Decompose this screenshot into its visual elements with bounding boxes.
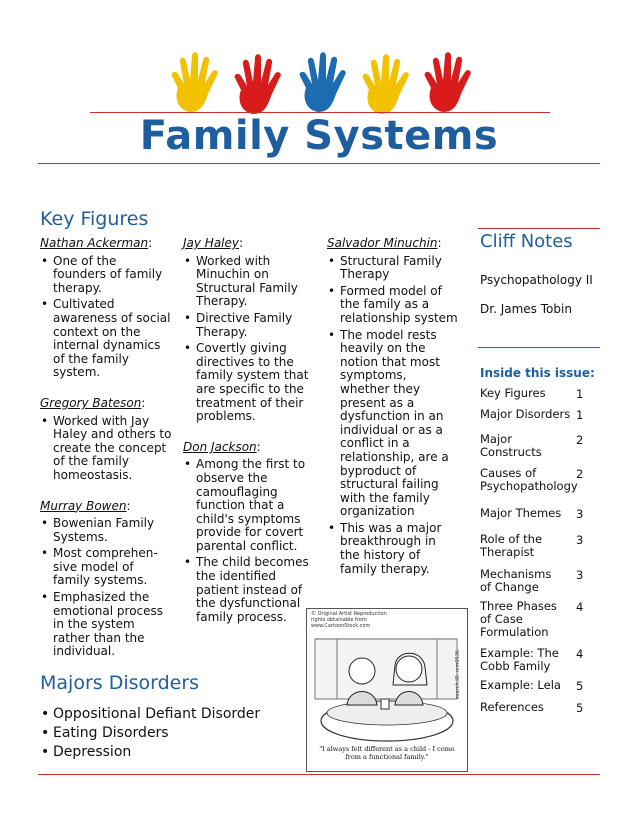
- figure-name: Jay Haley:: [183, 236, 244, 250]
- list-item: • The model rests heavily on the notion that most symptoms, whether they present as a dysfunction in an individual or as a conflict in a relationship, are a byproduct of structural failing with the family organization: [327, 329, 459, 519]
- toc-page-number: 3: [576, 533, 584, 547]
- list-item: • Among the first to observe the camouflaging function that a child's symptoms provide for covert parental conflict.: [183, 458, 309, 553]
- toc-item[interactable]: References: [480, 700, 544, 714]
- toc-page-number: 4: [576, 600, 584, 614]
- toc-page-number: 5: [576, 679, 584, 693]
- list-item: • Bowenian Family Systems.: [40, 517, 172, 544]
- list-item: • Most comprehen-sive model of family systems.: [40, 547, 172, 588]
- title-rule: [38, 163, 600, 164]
- toc-item[interactable]: Example: The Cobb Family: [480, 646, 559, 673]
- list-item: • Formed model of the family as a relationship system: [327, 285, 459, 326]
- hand-prints-header: [165, 50, 475, 120]
- figure-name: Murray Bowen:: [40, 498, 131, 513]
- figure-bullets: [183, 255, 309, 424]
- toc-item[interactable]: Mechanisms of Change: [480, 567, 552, 594]
- figure-bullets: [40, 255, 172, 380]
- key-figures-column-3: [327, 237, 459, 579]
- toc-page-number: 3: [576, 507, 584, 521]
- toc-item[interactable]: Major Constructs: [480, 432, 542, 459]
- toc-item[interactable]: Example: Lela: [480, 678, 561, 692]
- figure-name: Gregory Bateson:: [40, 395, 146, 410]
- cartoon-copyright: © Original Artist Reproduction rights obtainable from www.CartoonStock.com: [311, 611, 387, 629]
- list-item: • Covertly giving directives to the family system that are specific to the treatment of their problems.: [183, 342, 309, 424]
- list-item: • Depression: [40, 744, 300, 760]
- toc-item[interactable]: Causes of Psychopathology: [480, 466, 578, 493]
- figure-bullets: [327, 255, 459, 577]
- hand-icon: [300, 52, 346, 112]
- sidebar-title: Cliff Notes: [480, 231, 573, 252]
- instructor-name: Dr. James Tobin: [480, 302, 572, 316]
- key-figures-column-2: [183, 237, 309, 627]
- list-item: • Cultivated awareness of social context on the internal dynamics of the family system.: [40, 298, 172, 380]
- inside-issue-title: Inside this issue:: [480, 366, 595, 380]
- cartoon-image: [306, 608, 468, 772]
- course-name: Psychopathology II: [480, 273, 593, 287]
- figure-name: Salvador Minuchin:: [327, 236, 442, 250]
- toc-page-number: 2: [576, 433, 584, 447]
- figure-name: Don Jackson:: [183, 439, 261, 454]
- toc-page-number: 4: [576, 647, 584, 661]
- list-item: • Worked with Minuchin on Structural Family Therapy.: [183, 255, 309, 309]
- list-item: • Emphasized the emotional process in the system rather than the individual.: [40, 591, 172, 659]
- toc-page-number: 5: [576, 701, 584, 715]
- hand-icon: [235, 54, 281, 114]
- figure-bullets: [183, 458, 309, 624]
- list-item: • Eating Disorders: [40, 725, 300, 741]
- sidebar-top-rule: [478, 228, 600, 229]
- toc-item[interactable]: Role of the Therapist: [480, 532, 543, 559]
- toc-page-number: 3: [576, 568, 584, 582]
- list-item: • Worked with Jay Haley and others to create the concept of the family homeostasis.: [40, 415, 172, 483]
- toc-item[interactable]: Three Phases of Case Formulation: [480, 599, 557, 639]
- hand-icon: [172, 52, 218, 112]
- key-figures-heading: Key Figures: [40, 208, 149, 230]
- figure-bullets: [40, 415, 172, 483]
- toc-page-number: 1: [576, 408, 584, 422]
- list-item: • The child becomes the identified patient instead of the dysfunctional family process.: [183, 556, 309, 624]
- hand-icon: [425, 52, 471, 112]
- list-item: • Directive Family Therapy.: [183, 312, 309, 339]
- list-item: • Structural Family Therapy: [327, 255, 459, 282]
- toc-item[interactable]: Major Themes: [480, 506, 562, 520]
- toc-item[interactable]: Key Figures: [480, 386, 546, 400]
- toc-page-number: 1: [576, 387, 584, 401]
- cartoon-caption: "I always felt different as a child - I come from a functional family.": [319, 745, 455, 761]
- sidebar-rule: [478, 347, 600, 348]
- footer-rule: [38, 774, 600, 775]
- list-item: • Oppositional Defiant Disorder: [40, 706, 300, 722]
- toc-page-number: 2: [576, 467, 584, 481]
- list-item: • This was a major breakthrough in the history of family therapy.: [327, 522, 459, 576]
- disorders-heading: Majors Disorders: [40, 672, 200, 694]
- cartoon-side-credit: search ID: rcm0536: [455, 649, 461, 699]
- disorders-list: [40, 706, 300, 763]
- toc-item[interactable]: Major Disorders: [480, 407, 571, 421]
- hand-icon: [363, 54, 409, 114]
- figure-bullets: [40, 517, 172, 659]
- figure-name: Nathan Ackerman:: [40, 236, 153, 250]
- page-title: Family Systems: [139, 113, 499, 159]
- list-item: • One of the founders of family therapy.: [40, 255, 172, 296]
- key-figures-column-1: [40, 237, 172, 662]
